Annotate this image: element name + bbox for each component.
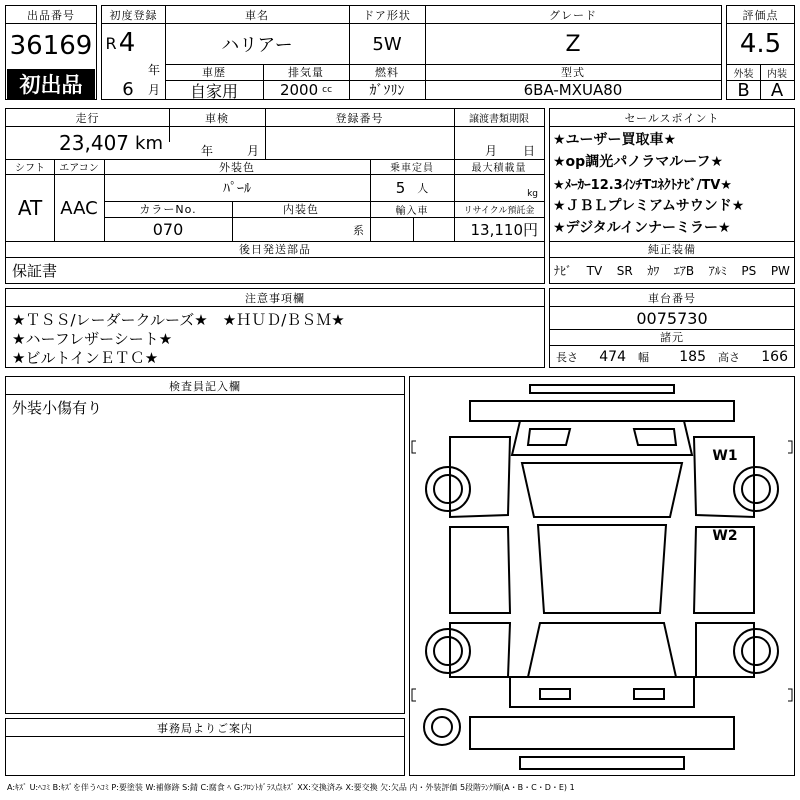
interior-label: 内装: [767, 68, 787, 80]
ac-label: エアコン: [59, 163, 99, 174]
info-box: [5, 108, 545, 284]
grade: Z: [565, 31, 581, 57]
later-parts: 保証書: [12, 262, 58, 280]
equipment-item: PW: [770, 263, 790, 278]
note-line: ★ＴＳＳ/レーダークルーズ★ ★ＨＵＤ/ＢＳＭ★: [12, 310, 345, 329]
capacity: [370, 175, 454, 201]
lot-box: [5, 5, 97, 100]
displacement-value: 2000: [279, 81, 319, 99]
car-diagram: [409, 376, 795, 776]
mileage-unit: km: [135, 132, 163, 154]
office-label: 事務局よりご案内: [157, 721, 253, 735]
transfer-month-unit: 月: [484, 143, 497, 157]
capacity-unit: 人: [417, 182, 429, 195]
reg-number-label: 登録番号: [335, 111, 384, 125]
mileage: [6, 127, 169, 159]
ext-color: ﾊﾟｰﾙ: [223, 181, 251, 197]
note-line: ★ハーフレザーシート★: [12, 329, 173, 348]
inspection-month-unit: 月: [246, 143, 259, 157]
inspector-label: 検査員記入欄: [169, 379, 241, 393]
lot-number: 36169: [9, 31, 93, 61]
load-unit: kg: [527, 189, 538, 199]
load-label: 最大積載量: [471, 163, 527, 174]
car-outline-diagram: [410, 377, 794, 775]
equipment-item: ｴｱB: [673, 264, 695, 278]
model-label: 型式: [561, 66, 585, 79]
score-box: [726, 5, 795, 100]
ext-color-label: 外装色: [219, 160, 255, 174]
interior-grade: A: [770, 81, 784, 99]
reg-month: 6: [122, 79, 134, 99]
reg-year: 4: [118, 28, 136, 58]
door-type: 5W: [372, 33, 402, 55]
car-name: ハリアー: [221, 35, 293, 56]
height: [712, 346, 794, 367]
transfer-day-unit: 日: [522, 143, 535, 157]
sales-point: ★デジタルインナーミラー★: [553, 220, 731, 236]
int-color-label: 内装色: [283, 203, 319, 216]
month-unit: 月: [147, 82, 160, 96]
mileage-value: 23,407: [59, 131, 130, 155]
int-color-unit: 系: [353, 223, 364, 237]
length-value: 474: [599, 348, 626, 365]
inspection-label: 車検: [205, 111, 229, 125]
displacement-unit: cc: [322, 85, 333, 95]
equipment-item: ﾅﾋﾞ: [554, 264, 573, 278]
first-listing-badge: 初出品: [7, 69, 95, 99]
inspector-box: [5, 376, 405, 714]
era: R: [105, 33, 117, 53]
equipment-item: SR: [616, 263, 633, 278]
fuel-label: 燃料: [375, 66, 399, 79]
later-label: 後日発送部品: [239, 243, 311, 256]
chassis-number: 0075730: [636, 308, 708, 328]
width-value: 185: [679, 348, 706, 365]
sales-point: ★ＪＢＬプレミアムサウンド★: [553, 198, 745, 214]
height-value: 166: [761, 348, 788, 365]
sales-point: ★ユーザー買取車★: [553, 132, 677, 148]
load: [454, 175, 544, 201]
equipment-list: [550, 258, 794, 283]
equipment-item: ｱﾙﾐ: [708, 264, 727, 278]
exterior-grade: B: [737, 81, 750, 99]
grade-label: グレード: [549, 8, 597, 22]
score-label: 評価点: [742, 8, 779, 22]
displacement-label: 排気量: [288, 66, 324, 79]
history: 自家用: [189, 81, 238, 99]
sales-point: ★op調光パノラマルーフ★: [553, 154, 724, 170]
fuel: ｶﾞｿﾘﾝ: [369, 83, 405, 99]
import-label: 輸入車: [395, 205, 429, 217]
damage-mark: W1: [712, 448, 738, 464]
dims-label: 諸元: [660, 331, 684, 344]
office-box: [5, 718, 405, 776]
color-no: 070: [152, 220, 184, 239]
transfer-label: 譲渡書類期限: [469, 114, 529, 125]
chassis-box: [549, 288, 795, 368]
color-no-label: カラーNo.: [139, 203, 197, 216]
history-label: 車歴: [202, 66, 226, 79]
inspector-comment: 外装小傷有り: [12, 398, 103, 417]
equipment-label: 純正装備: [648, 243, 696, 256]
chassis-label: 車台番号: [648, 291, 696, 305]
inspection-year-unit: 年: [200, 143, 213, 157]
damage-mark: W2: [712, 528, 738, 544]
first-reg-label: 初度登録: [109, 8, 158, 22]
equipment-item: ｶﾜ: [647, 264, 660, 278]
sales-box: [549, 108, 795, 284]
note-line: ★ビルトインＥＴＣ★: [12, 348, 159, 367]
capacity-label: 乗車定員: [390, 163, 434, 174]
main-header-box: [101, 5, 722, 100]
shift-label: シフト: [15, 163, 45, 174]
length: [550, 346, 632, 367]
sales-point: ★ﾒｰｶｰ12.3ｲﾝﾁTｺﾈｸﾄﾅﾋﾞ/TV★: [553, 177, 732, 193]
notes-box: [5, 288, 545, 368]
legend: A:ｷｽﾞ U:ﾍｺﾐ B:ｷｽﾞを伴うﾍｺﾐ P:要塗装 W:補修跡 S:錆 C:腐食 ﾍ G:ﾌﾛﾝﾄｶﾞﾗｽ点ｷｽﾞ XX:交換済み X:要交換 欠:欠品 内・外装評価 5段階ﾗﾝｸ順(A・B・C・D・E) 1: [7, 782, 575, 792]
model-code: 6BA-MXUA80: [523, 81, 623, 99]
car-name-label: 車名: [245, 8, 269, 22]
length-label: 長さ: [556, 350, 578, 364]
sales-label: セールスポイント: [624, 111, 720, 125]
exterior-label: 外装: [733, 68, 754, 80]
equipment-item: PS: [741, 263, 757, 278]
door-label: ドア形状: [363, 8, 411, 22]
recycle: 13,110円: [470, 221, 538, 239]
year-unit: 年: [147, 62, 160, 76]
equipment-item: TV: [586, 263, 603, 278]
displacement: [263, 81, 349, 99]
score: 4.5: [739, 29, 782, 59]
capacity-value: 5: [395, 179, 406, 197]
lot-label: 出品番号: [27, 8, 75, 22]
mileage-label: 走行: [75, 111, 100, 125]
shift: AT: [17, 196, 43, 220]
width-label: 幅: [638, 350, 649, 364]
ac: AAC: [60, 197, 98, 219]
height-label: 高さ: [718, 350, 740, 364]
recycle-label: リサイクル預託金: [463, 205, 535, 216]
width: [632, 346, 712, 367]
notes-label: 注意事項欄: [245, 291, 305, 305]
